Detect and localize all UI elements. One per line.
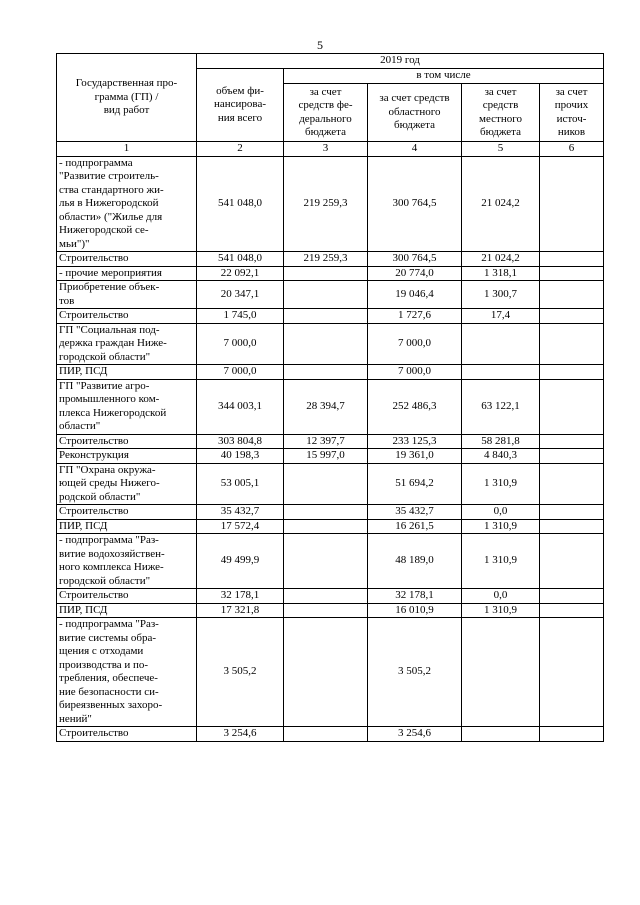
cell-federal [284, 365, 368, 380]
page-number: 5 [317, 38, 323, 52]
table-row [57, 309, 604, 324]
table-row [57, 252, 604, 267]
cell-regional: 1 727,6 [368, 309, 462, 324]
table-row [57, 618, 604, 727]
row-name: ПИР, ПСД [57, 365, 197, 380]
cell-total: 32 178,1 [197, 589, 284, 604]
cell-other [540, 519, 604, 534]
cell-local: 1 300,7 [462, 281, 540, 309]
table-row [57, 519, 604, 534]
cell-local [462, 618, 540, 727]
cell-total: 35 432,7 [197, 505, 284, 520]
cell-regional: 16 261,5 [368, 519, 462, 534]
cell-other [540, 603, 604, 618]
header-including: в том числе [284, 69, 604, 84]
cell-total: 541 048,0 [197, 252, 284, 267]
cell-other [540, 309, 604, 324]
header-year: 2019 год [197, 54, 604, 69]
cell-federal [284, 519, 368, 534]
cell-federal [284, 534, 368, 589]
cell-other [540, 463, 604, 505]
header-federal: за счет средств фе- дерального бюджета [284, 84, 368, 142]
col-number: 5 [462, 142, 540, 157]
cell-other [540, 434, 604, 449]
cell-federal [284, 505, 368, 520]
row-name: Строительство [57, 252, 197, 267]
cell-local: 1 310,9 [462, 603, 540, 618]
cell-total: 303 804,8 [197, 434, 284, 449]
header-program: Государственная про- грамма (ГП) / вид работ [57, 54, 197, 142]
row-name: ПИР, ПСД [57, 603, 197, 618]
cell-federal [284, 323, 368, 365]
header-local: за счет средств местного бюджета [462, 84, 540, 142]
cell-federal [284, 589, 368, 604]
table-body [57, 156, 604, 741]
cell-local: 1 318,1 [462, 266, 540, 281]
row-name: - подпрограмма "Раз- витие водохозяйствен- ного комплекса Ниже- городской области" [57, 534, 197, 589]
col-number: 4 [368, 142, 462, 157]
cell-regional: 19 361,0 [368, 449, 462, 464]
financing-table [56, 53, 604, 742]
cell-other [540, 266, 604, 281]
cell-regional: 252 486,3 [368, 379, 462, 434]
cell-local: 1 310,9 [462, 519, 540, 534]
cell-federal [284, 727, 368, 742]
table-row [57, 534, 604, 589]
col-number: 1 [57, 142, 197, 157]
row-name: - подпрограмма "Раз- витие системы обра- щения с отходами производства и по- требления, обеспече- ние безопасности си- биреязвенных захоро- нений" [57, 618, 197, 727]
cell-local: 17,4 [462, 309, 540, 324]
table-row [57, 434, 604, 449]
table-row [57, 156, 604, 252]
table-row [57, 323, 604, 365]
row-name: Реконструкция [57, 449, 197, 464]
row-name: ПИР, ПСД [57, 519, 197, 534]
cell-regional: 3 254,6 [368, 727, 462, 742]
header-total: объем фи- нансирова- ния всего [197, 69, 284, 142]
cell-federal: 28 394,7 [284, 379, 368, 434]
col-number: 6 [540, 142, 604, 157]
cell-regional: 300 764,5 [368, 156, 462, 252]
cell-total: 20 347,1 [197, 281, 284, 309]
cell-local: 1 310,9 [462, 534, 540, 589]
table-row [57, 463, 604, 505]
row-name: Строительство [57, 309, 197, 324]
cell-total: 17 572,4 [197, 519, 284, 534]
table-header [57, 54, 604, 157]
table-row [57, 266, 604, 281]
row-name: ГП "Социальная под- держка граждан Ниже- городской области" [57, 323, 197, 365]
cell-federal: 219 259,3 [284, 252, 368, 267]
cell-federal: 219 259,3 [284, 156, 368, 252]
cell-regional: 3 505,2 [368, 618, 462, 727]
row-name: Строительство [57, 434, 197, 449]
cell-regional: 32 178,1 [368, 589, 462, 604]
cell-other [540, 252, 604, 267]
cell-total: 40 198,3 [197, 449, 284, 464]
cell-other [540, 534, 604, 589]
cell-other [540, 505, 604, 520]
table-row [57, 365, 604, 380]
cell-regional: 233 125,3 [368, 434, 462, 449]
cell-local [462, 727, 540, 742]
cell-local: 58 281,8 [462, 434, 540, 449]
cell-regional: 7 000,0 [368, 365, 462, 380]
cell-total: 17 321,8 [197, 603, 284, 618]
table-row [57, 603, 604, 618]
cell-total: 7 000,0 [197, 323, 284, 365]
row-name: Строительство [57, 727, 197, 742]
table-row [57, 449, 604, 464]
cell-other [540, 156, 604, 252]
cell-other [540, 323, 604, 365]
cell-regional: 51 694,2 [368, 463, 462, 505]
cell-total: 49 499,9 [197, 534, 284, 589]
cell-other [540, 589, 604, 604]
cell-regional: 19 046,4 [368, 281, 462, 309]
cell-total: 22 092,1 [197, 266, 284, 281]
cell-federal [284, 618, 368, 727]
cell-total: 53 005,1 [197, 463, 284, 505]
cell-regional: 48 189,0 [368, 534, 462, 589]
cell-total: 3 254,6 [197, 727, 284, 742]
cell-regional: 300 764,5 [368, 252, 462, 267]
row-name: Приобретение объек- тов [57, 281, 197, 309]
row-name: - подпрограмма "Развитие строитель- ства стандартного жи- лья в Нижегородской области» ("Жилье для Нижегородской се- мьи")" [57, 156, 197, 252]
col-number: 3 [284, 142, 368, 157]
cell-local [462, 323, 540, 365]
header-regional: за счет средств областного бюджета [368, 84, 462, 142]
row-name: ГП "Развитие агро- промышленного ком- плекса Нижегородской области" [57, 379, 197, 434]
cell-local: 0,0 [462, 589, 540, 604]
cell-federal [284, 281, 368, 309]
cell-federal [284, 463, 368, 505]
cell-local: 0,0 [462, 505, 540, 520]
cell-other [540, 727, 604, 742]
row-name: Строительство [57, 589, 197, 604]
cell-other [540, 379, 604, 434]
cell-local: 63 122,1 [462, 379, 540, 434]
cell-regional: 7 000,0 [368, 323, 462, 365]
cell-local [462, 365, 540, 380]
cell-federal [284, 603, 368, 618]
cell-local: 4 840,3 [462, 449, 540, 464]
cell-total: 1 745,0 [197, 309, 284, 324]
cell-total: 3 505,2 [197, 618, 284, 727]
row-name: Строительство [57, 505, 197, 520]
row-name: ГП "Охрана окружа- ющей среды Нижего- родской области" [57, 463, 197, 505]
row-name: - прочие мероприятия [57, 266, 197, 281]
table-row [57, 727, 604, 742]
cell-regional: 20 774,0 [368, 266, 462, 281]
col-number: 2 [197, 142, 284, 157]
column-numbers-row [57, 142, 604, 157]
cell-regional: 16 010,9 [368, 603, 462, 618]
cell-other [540, 449, 604, 464]
cell-federal: 12 397,7 [284, 434, 368, 449]
cell-other [540, 618, 604, 727]
cell-federal [284, 266, 368, 281]
cell-regional: 35 432,7 [368, 505, 462, 520]
cell-local: 21 024,2 [462, 252, 540, 267]
table-row [57, 379, 604, 434]
cell-total: 7 000,0 [197, 365, 284, 380]
table-row [57, 505, 604, 520]
cell-local: 21 024,2 [462, 156, 540, 252]
cell-other [540, 281, 604, 309]
table-row [57, 589, 604, 604]
header-other: за счет прочих источ- ников [540, 84, 604, 142]
cell-total: 344 003,1 [197, 379, 284, 434]
cell-federal [284, 309, 368, 324]
cell-federal: 15 997,0 [284, 449, 368, 464]
table-row [57, 281, 604, 309]
cell-total: 541 048,0 [197, 156, 284, 252]
cell-other [540, 365, 604, 380]
cell-local: 1 310,9 [462, 463, 540, 505]
